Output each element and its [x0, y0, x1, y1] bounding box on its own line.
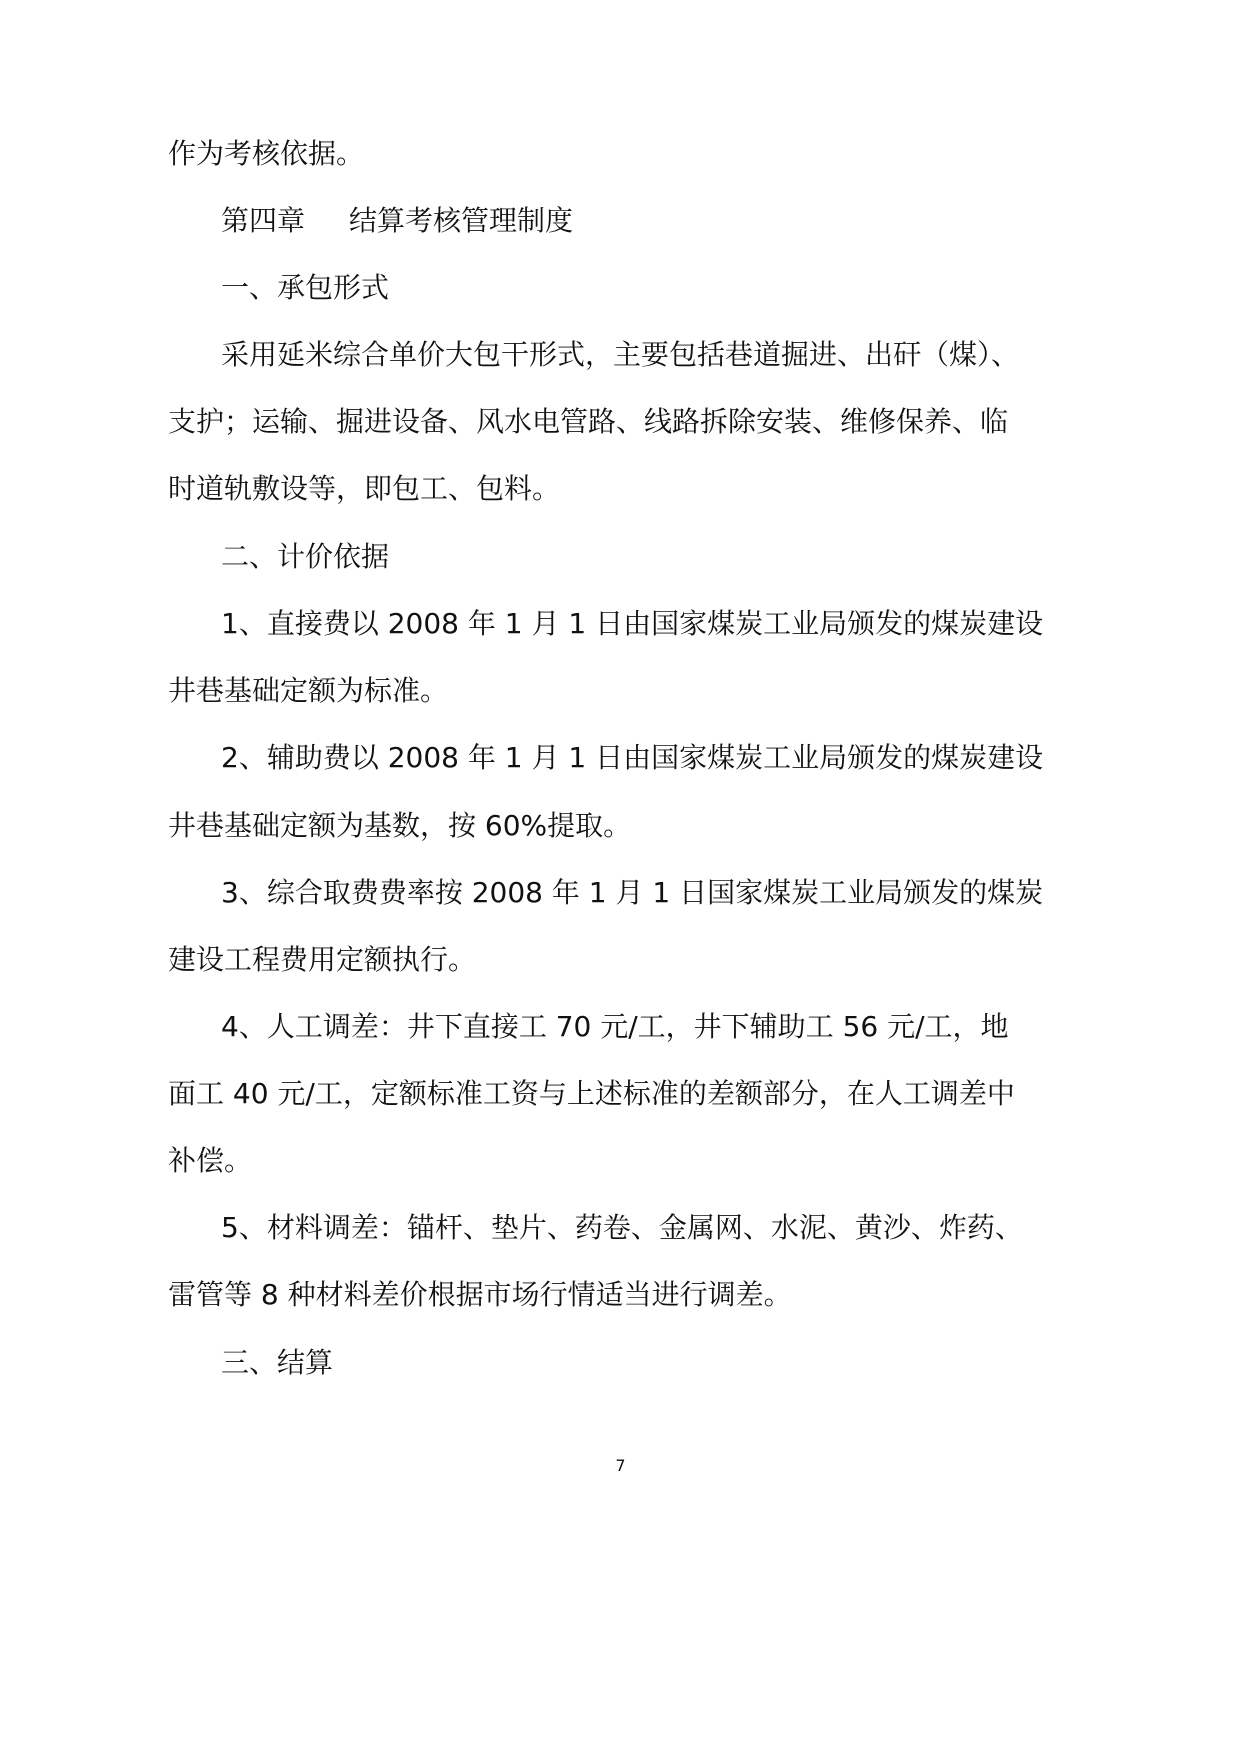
paragraph-end: 作为考核依据。: [168, 137, 365, 170]
page-number: 7: [615, 1456, 626, 1475]
document-page: 作为考核依据。 第四章 结算考核管理制度 一、承包形式 采用延米综合单价大包干形式，主要包括巷道掘进、出矸（煤）、 支护；运输、掘进设备、风水电管路、线路拆除安装、维修保养、临 时道轨敷设等，即包工、包料。 二、计价依据 1、直接费以 2008 年 1 月 1 日由国家煤炭工业局颁发的煤炭建设 井巷基础定额为标准。 2、辅助费以 2008 年 1 月 1 日由国家煤炭工业局颁发的煤炭建设 井巷基础定额为基数，按 60%提取。 3、综合取费费率按 2008 年 1 月 1 日国家煤炭工业局颁发的煤炭 建设工程费用定额执行。 4、人工调差：井下直接工 70 元/工，井下辅助工 56 元/工，地 面工 40 元/工，定额标准工资与上述标准的差额部分，在人工调差中 补偿。 5、材料调差：锚杆、垫片、药卷、金属网、水泥、黄沙、炸药、 雷管等 8 种材料差价根据市场行情适当进行调差。 三、结算 7: [0, 0, 1241, 1754]
chapter-number: 第四章: [221, 204, 306, 237]
chapter-title: 结算考核管理制度: [349, 204, 574, 237]
